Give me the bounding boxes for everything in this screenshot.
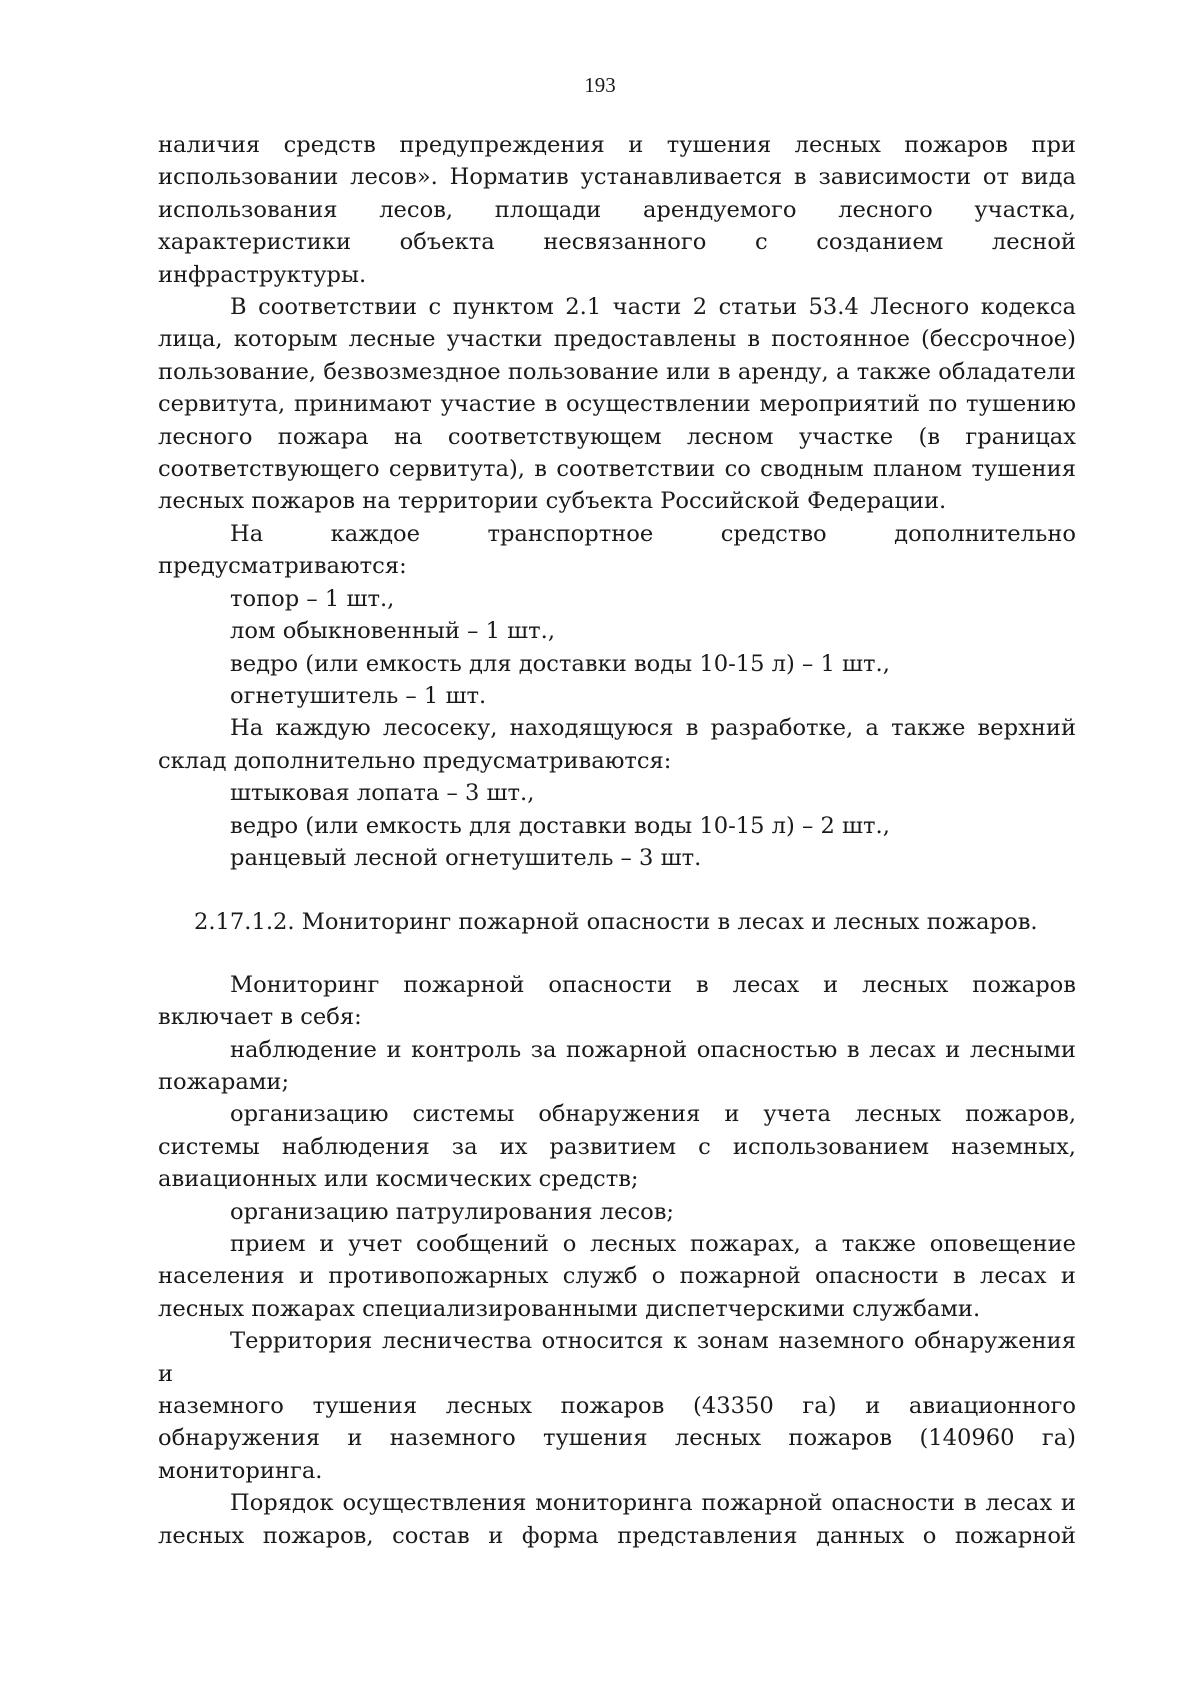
page-number: 193 xyxy=(584,73,616,97)
text-line: наблюдение и контроль за пожарной опасностью в лесах и лесными xyxy=(230,1036,1076,1063)
text-line: характеристики объекта несвязанного с созданием лесной xyxy=(158,229,1076,256)
list-item xyxy=(158,1228,1076,1325)
text-line: организацию патрулирования лесов; xyxy=(230,1198,675,1225)
text-line: В соответствии с пунктом 2.1 части 2 статьи 53.4 Лесного кодекса xyxy=(230,294,1076,321)
paragraph-logging-intro xyxy=(158,712,1076,777)
text-line: системы наблюдения за их развитием с использованием наземных, xyxy=(158,1133,1076,1160)
logging-equipment-list xyxy=(158,777,1076,874)
list-item: лом обыкновенный – 1 шт., xyxy=(230,618,556,645)
section-heading: 2.17.1.2. Мониторинг пожарной опасности в лесах и лесных пожаров. xyxy=(194,909,1038,936)
text-line: На каждую лесосеку, находящуюся в разработке, а также верхний xyxy=(230,715,1076,742)
text-line: пользование, безвозмездное пользование или в аренду, а также обладатели xyxy=(158,358,1076,385)
text-line: использовании лесов». Норматив устанавливается в зависимости от вида xyxy=(158,164,1076,191)
text-line: лесного пожара на соответствующем лесном участке (в границах xyxy=(158,423,1076,450)
text-line: Порядок осуществления мониторинга пожарной опасности в лесах и xyxy=(230,1490,1076,1517)
text-line: наземного тушения лесных пожаров (43350 га) и авиационного xyxy=(158,1393,1076,1420)
paragraph-participation xyxy=(158,291,1076,518)
list-item: ранцевый лесной огнетушитель – 3 шт. xyxy=(230,844,702,871)
text-line: На каждое транспортное средство дополнительно xyxy=(230,520,1076,547)
text-line: лесных пожарах специализированными диспетчерскими службами. xyxy=(158,1295,981,1322)
text-line: лица, которым лесные участки предоставлены в постоянное (бессрочное) xyxy=(158,326,1076,353)
text-line: лесных пожаров, состав и форма представления данных о пожарной xyxy=(158,1522,1076,1549)
text-line: инфраструктуры. xyxy=(158,261,367,288)
text-line: Территория лесничества относится к зонам наземного обнаружения и xyxy=(158,1328,1076,1387)
list-item: топор – 1 шт., xyxy=(230,585,395,612)
text-line: авиационных или космических средств; xyxy=(158,1166,639,1193)
paragraph-vehicle-intro xyxy=(158,518,1076,583)
list-item xyxy=(158,1098,1076,1195)
text-line: включает в себя: xyxy=(158,1004,362,1031)
text-line: соответствующего сервитута), в соответствии со сводным планом тушения xyxy=(158,456,1076,483)
paragraph-territory xyxy=(158,1325,1076,1487)
list-item: ведро (или емкость для доставки воды 10-15 л) – 2 шт., xyxy=(230,812,890,839)
text-line: предусматриваются: xyxy=(158,553,407,580)
paragraph-monitoring-intro xyxy=(158,969,1076,1034)
list-item xyxy=(158,1196,1076,1228)
text-line: населения и противопожарных служб о пожарной опасности в лесах и xyxy=(158,1263,1076,1290)
paragraph-continuation xyxy=(158,129,1076,291)
text-line: склад дополнительно предусматриваются: xyxy=(158,747,672,774)
text-line: мониторинга. xyxy=(158,1457,323,1484)
list-item: огнетушитель – 1 шт. xyxy=(230,682,487,709)
text-line: пожарами; xyxy=(158,1068,290,1095)
paragraph-procedure xyxy=(158,1487,1076,1552)
text-line: сервитута, принимают участие в осуществлении мероприятий по тушению xyxy=(158,391,1076,418)
text-line: обнаружения и наземного тушения лесных пожаров (140960 га) xyxy=(158,1425,1076,1452)
list-item: ведро (или емкость для доставки воды 10-15 л) – 1 шт., xyxy=(230,650,890,677)
text-line: лесных пожаров на территории субъекта Российской Федерации. xyxy=(158,488,947,515)
body-text xyxy=(158,129,1076,1552)
vehicle-equipment-list xyxy=(158,583,1076,713)
text-line: прием и учет сообщений о лесных пожарах, а также оповещение xyxy=(230,1231,1076,1257)
text-line: наличия средств предупреждения и тушения лесных пожаров при xyxy=(158,132,1076,158)
list-item: штыковая лопата – 3 шт., xyxy=(230,780,535,807)
monitoring-list xyxy=(158,1034,1076,1326)
list-item xyxy=(158,1034,1076,1099)
text-line: использования лесов, площади арендуемого лесного участка, xyxy=(158,196,1076,223)
text-line: организацию системы обнаружения и учета лесных пожаров, xyxy=(230,1101,1076,1128)
text-line: Мониторинг пожарной опасности в лесах и лесных пожаров xyxy=(230,971,1076,998)
